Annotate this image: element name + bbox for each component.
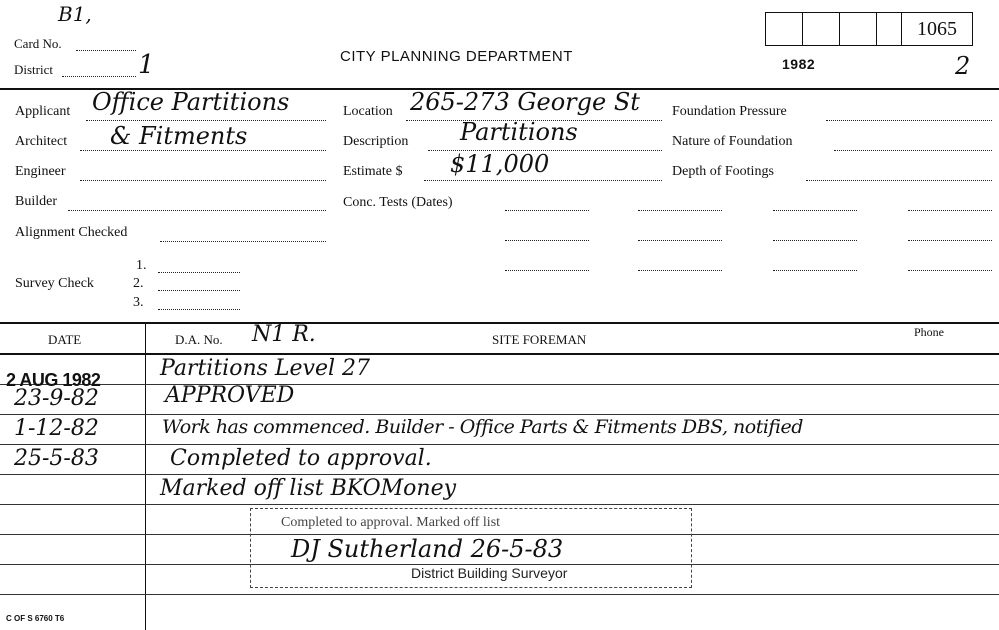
nature-label: Nature of Foundation	[672, 134, 793, 149]
conc-line	[638, 210, 722, 211]
row-entry-3: Work has commenced. Builder - Office Parts & Fitments DBS, notified	[162, 416, 803, 438]
stamp-line-1: Completed to approval. Marked off list	[281, 515, 501, 530]
date-header: DATE	[48, 332, 82, 347]
year: 1982	[782, 56, 816, 72]
district-line	[62, 76, 136, 77]
da-label: D.A. No.	[175, 332, 223, 347]
row-entry-2: APPROVED	[165, 383, 295, 408]
conc-line	[908, 240, 992, 241]
form-code: C OF S 6760 T6	[6, 614, 65, 623]
department-title: CITY PLANNING DEPARTMENT	[340, 48, 573, 65]
engineer-line	[80, 180, 326, 181]
estimate-value: $11,000	[450, 150, 550, 178]
ruled-line	[0, 594, 999, 595]
engineer-label: Engineer	[15, 164, 66, 179]
conc-line	[638, 240, 722, 241]
table-top-line	[0, 322, 999, 324]
conc-line	[773, 210, 857, 211]
row-entry-5: Marked off list BKOMoney	[160, 476, 457, 501]
description-label: Description	[343, 134, 409, 149]
survey-line-2	[158, 290, 240, 291]
da-value: N1 R.	[252, 322, 316, 347]
ruled-line	[0, 504, 999, 505]
location-value: 265-273 George St	[410, 88, 640, 116]
corner-note: B1,	[58, 2, 92, 26]
card-no-label: Card No.	[14, 36, 62, 51]
card-no-line	[76, 50, 136, 51]
builder-line	[68, 210, 326, 211]
stamp-line-3: District Building Surveyor	[411, 565, 568, 581]
nature-line	[834, 150, 992, 151]
location-label: Location	[343, 104, 393, 119]
row-date-3: 1-12-82	[14, 416, 99, 441]
applicant-value: Office Partitions	[92, 88, 290, 116]
survey-line-3	[158, 309, 240, 310]
ruled-line	[0, 384, 999, 385]
file-number: 1065	[917, 18, 957, 40]
depth-line	[806, 180, 992, 181]
year-note: 2	[955, 52, 971, 80]
completion-stamp	[250, 508, 692, 588]
conc-line	[908, 210, 992, 211]
conc-line	[505, 210, 589, 211]
conc-line	[505, 240, 589, 241]
estimate-line	[424, 180, 662, 181]
conc-line	[773, 240, 857, 241]
foundation-pressure-label: Foundation Pressure	[672, 104, 787, 119]
stamp-signature: DJ Sutherland 26-5-83	[291, 535, 564, 563]
conc-tests-label: Conc. Tests (Dates)	[343, 195, 453, 210]
foreman-header: SITE FOREMAN	[492, 332, 587, 347]
table-header-line	[0, 353, 999, 355]
row-date-4: 25-5-83	[14, 446, 99, 471]
ruled-line	[0, 474, 999, 475]
district-value: 1	[138, 50, 155, 80]
ruled-line	[0, 414, 999, 415]
file-number-box	[765, 12, 973, 46]
foundation-pressure-line	[826, 120, 992, 121]
conc-line	[773, 270, 857, 271]
row-entry-4: Completed to approval.	[170, 446, 432, 471]
conc-line	[908, 270, 992, 271]
estimate-label: Estimate $	[343, 164, 403, 179]
table-column-divider	[145, 322, 146, 630]
architect-value: & Fitments	[110, 122, 248, 150]
survey-line-1	[158, 272, 240, 273]
alignment-line	[160, 241, 326, 242]
applicant-label: Applicant	[15, 104, 71, 119]
conc-line	[638, 270, 722, 271]
depth-label: Depth of Footings	[672, 164, 774, 179]
phone-header: Phone	[914, 325, 944, 339]
survey-num-2: 2.	[133, 276, 144, 291]
applicant-line	[86, 120, 326, 121]
district-label: District	[14, 62, 53, 77]
row-date-1: 2 AUG 1982	[6, 370, 101, 390]
conc-line	[505, 270, 589, 271]
survey-label: Survey Check	[15, 276, 94, 291]
ruled-line	[0, 444, 999, 445]
row-entry-1: Partitions Level 27	[160, 356, 370, 381]
survey-num-1: 1.	[136, 258, 147, 273]
description-value: Partitions	[460, 118, 578, 146]
survey-num-3: 3.	[133, 295, 144, 310]
builder-label: Builder	[15, 194, 57, 209]
row-date-2: 23-9-82	[14, 386, 99, 411]
alignment-label: Alignment Checked	[15, 225, 128, 240]
architect-line	[80, 150, 326, 151]
architect-label: Architect	[15, 134, 68, 149]
